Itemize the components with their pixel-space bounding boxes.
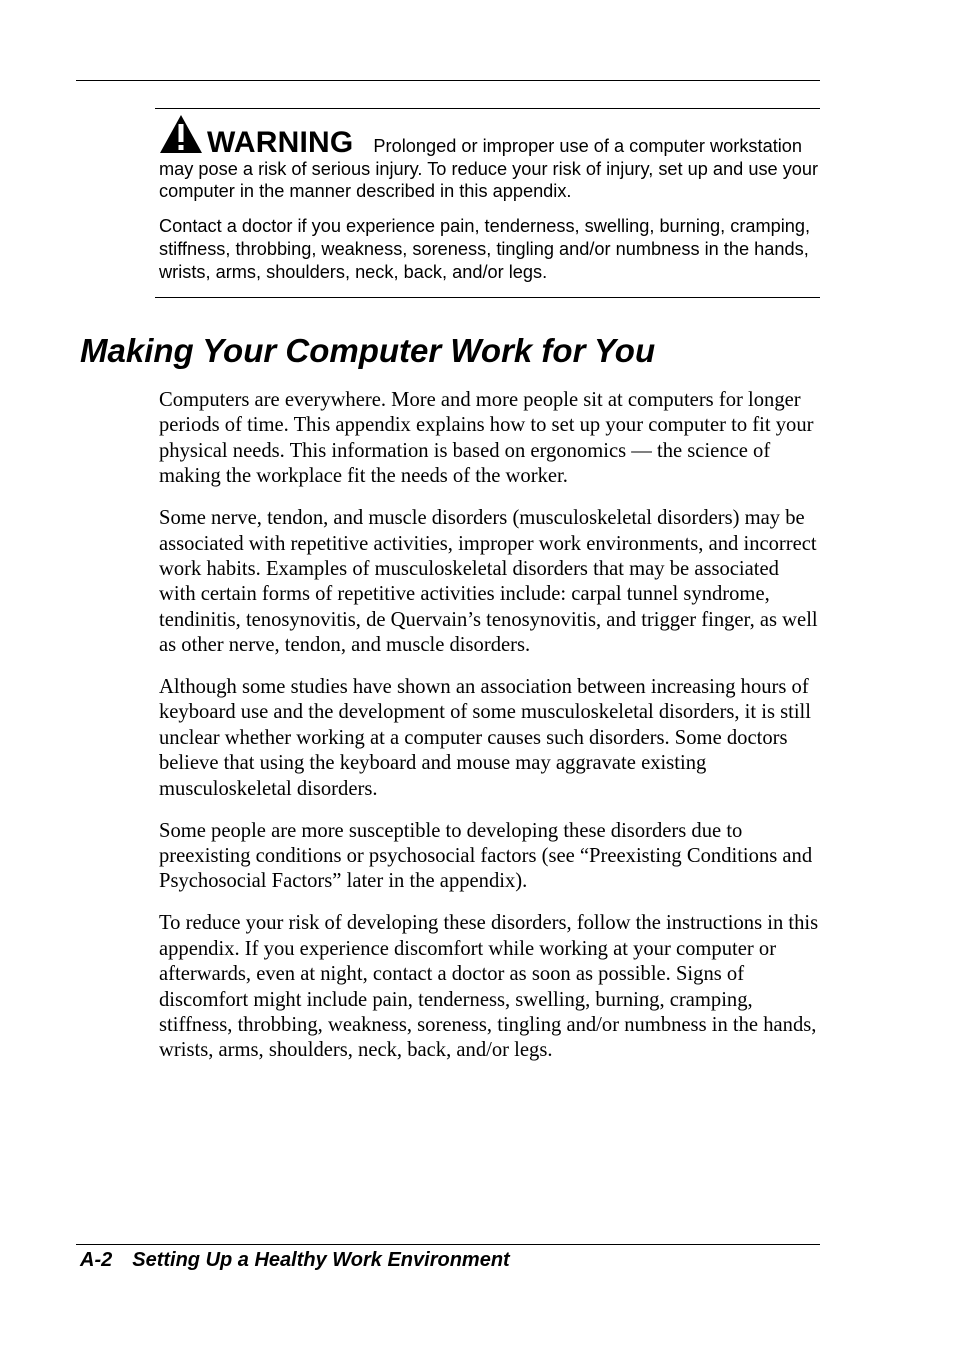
section-body	[159, 388, 819, 1080]
page-number: A-2	[80, 1249, 113, 1271]
warning-top-rule	[155, 108, 820, 109]
body-paragraph: Computers are everywhere. More and more people sit at computers for longer periods of time. This appendix explains how to set up your computer to fit your physical needs. This information is based on ergonomics — the science of making the workplace fit the needs of the worker.	[159, 389, 814, 488]
body-paragraph: Some people are more susceptible to developing these disorders due to preexisting conditions or psychosocial factors (see “Preexisting Conditions and Psychosocial Factors” later in the appendix).	[159, 819, 813, 893]
warning-triangle-icon	[159, 114, 203, 154]
footer-rule	[76, 1244, 820, 1245]
section-title: Making Your Computer Work for You	[80, 332, 656, 369]
warning-paragraph-1	[159, 114, 819, 203]
warning-heading	[159, 114, 353, 158]
body-paragraph: To reduce your risk of developing these disorders, follow the instructions in this appendix. If you experience discomfort while working at your computer or afterwards, even at night, contact a doctor as soon as possible. Signs of discomfort might include pain, tenderness, swelling, burning, cramping, stiffness, throbbing, weakness, soreness, tingling and/or numbness in the hands, wrists, arms, shoulders, neck, back, and/or legs.	[159, 912, 819, 1062]
page-footer	[80, 1246, 510, 1274]
warning-bottom-rule	[155, 297, 820, 298]
chapter-title: Setting Up a Healthy Work Environment	[132, 1249, 510, 1271]
body-paragraph: Although some studies have shown an association between increasing hours of keyboard use and the development of some musculoskeletal disorders, it is still unclear whether working at a computer causes such disorders. Some doctors believe that using the keyboard and mouse may aggravate existing musculoskeletal disorders.	[159, 676, 812, 800]
warning-paragraph-2: Contact a doctor if you experience pain, tenderness, swelling, burning, cramping, stiffness, throbbing, weakness, soreness, tingling and/or numbness in the hands, wrists, arms, shoulders, neck, back, and/or legs.	[159, 216, 811, 282]
warning-label: WARNING	[207, 126, 354, 159]
header-rule	[76, 80, 820, 81]
warning-box	[159, 114, 819, 283]
body-paragraph: Some nerve, tendon, and muscle disorders (musculoskeletal disorders) may be associated with repetitive activities, improper work environments, and incorrect work habits. Examples of musculoskeletal disorders that may be associated with certain forms of repetitive activities include: carpal tunnel syndrome, tendinitis, tenosynovitis, de Quervain’s tenosynovitis, and trigger finger, as well as other nerve, tendon, and muscle disorders.	[159, 507, 818, 657]
warning-text-1: Prolonged or improper use of a computer workstation may pose a risk of serious injury. To reduce your risk of injury, set up and use your computer in the manner described in this appendix.	[159, 136, 819, 202]
